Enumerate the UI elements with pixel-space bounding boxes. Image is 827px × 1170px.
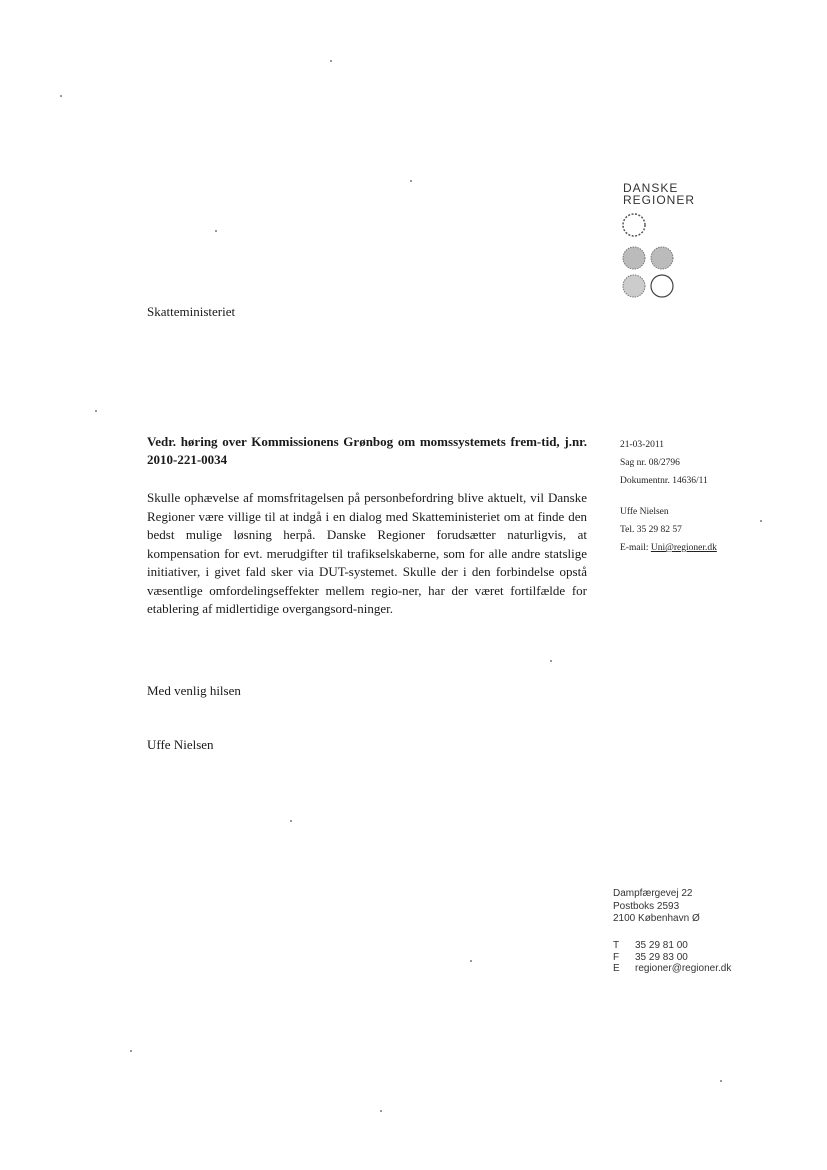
document-number: Dokumentnr. 14636/11: [620, 475, 708, 486]
subject-heading: Vedr. høring over Kommissionens Grønbog om momssystemets frem-tid, j.nr. 2010-221-0034: [147, 434, 587, 467]
phone-label: T: [613, 940, 620, 951]
contact-email-row: [620, 540, 820, 558]
logo-line-1: DANSKE: [623, 181, 679, 195]
speck: [95, 410, 97, 412]
letter-body: Skulle ophævelse af momsfritagelsen på personbefordring blive aktuelt, vil Danske Regioner være villige til at indgå i en dialog med Skatteministeriet om at finde den bedst mulige løsning herpå. Danske Regioner forudsætter naturligvis, at kompensation for evt. merudgifter til trafikselskaberne, som for alle andre statslige initiativer, i givet fald sker via DUT-systemet. Skulle der i den forbindelse opstå væsentlige omfordelingseffekter mellem regio-ner, har der været fortilfælde for etablering af midlertidige overgangsord-ninger.: [147, 490, 587, 616]
footer-email-value[interactable]: regioner@regioner.dk: [635, 963, 732, 974]
email-row: [613, 963, 813, 975]
footer-contact: [613, 940, 813, 975]
contact-phone: Tel. 35 29 82 57: [620, 525, 682, 536]
case-number: Sag nr. 08/2796: [620, 457, 680, 468]
speck: [130, 1050, 132, 1052]
logo-wordmark: [623, 182, 743, 206]
phone-value: 35 29 81 00: [635, 940, 688, 951]
speck: [550, 660, 552, 662]
letter-metadata: [620, 437, 820, 558]
date: 21-03-2011: [620, 440, 664, 450]
fax-value: 35 29 83 00: [635, 951, 688, 963]
address-city: 2100 København Ø: [613, 913, 700, 924]
footer-email-label: E: [613, 963, 620, 974]
logo-line-2: REGIONER: [623, 193, 696, 207]
footer-address: [613, 888, 813, 926]
fax-row: [613, 952, 813, 964]
phone-row: [613, 940, 813, 952]
address-postbox: Postboks 2593: [613, 900, 680, 912]
speck: [410, 180, 412, 182]
speck: [470, 960, 472, 962]
contact-name: Uffe Nielsen: [620, 507, 669, 518]
speck: [380, 1110, 382, 1112]
logo-circles-icon: [620, 210, 690, 305]
signature: Uffe Nielsen: [147, 737, 214, 752]
speck: [760, 520, 762, 522]
closing: Med venlig hilsen: [147, 683, 241, 698]
speck: [215, 230, 217, 232]
fax-label: F: [613, 951, 620, 963]
address-street: Dampfærgevej 22: [613, 888, 693, 899]
speck: [60, 95, 62, 97]
speck: [720, 1080, 722, 1082]
recipient: Skatteministeriet: [147, 304, 236, 319]
speck: [330, 60, 332, 62]
email-link[interactable]: Uni@regioner.dk: [650, 542, 717, 553]
speck: [290, 820, 292, 822]
email-label: E-mail:: [620, 542, 649, 553]
